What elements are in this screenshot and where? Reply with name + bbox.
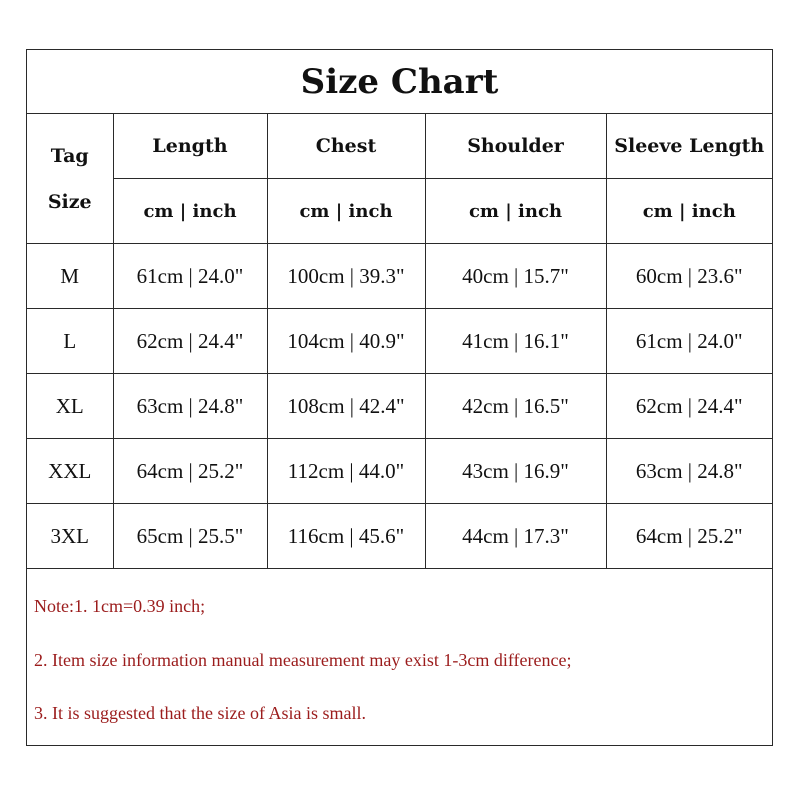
length-cell: 61cm | 24.0"	[113, 244, 267, 309]
chest-cell: 108cm | 42.4"	[267, 374, 425, 439]
size-cell: XL	[27, 374, 113, 439]
size-cell: M	[27, 244, 113, 309]
size-table	[27, 114, 772, 569]
length-cell: 64cm | 25.2"	[113, 439, 267, 504]
chest-cell: 104cm | 40.9"	[267, 309, 425, 374]
size-cell: XXL	[27, 439, 113, 504]
sleeve-length-cell: 64cm | 25.2"	[606, 504, 772, 569]
size-cell: L	[27, 309, 113, 374]
shoulder-cell: 44cm | 17.3"	[425, 504, 606, 569]
shoulder-cell: 41cm | 16.1"	[425, 309, 606, 374]
column-header-shoulder: Shoulder	[425, 114, 606, 179]
column-header-sleeve-length: Sleeve Length	[606, 114, 772, 179]
sleeve-length-cell: 62cm | 24.4"	[606, 374, 772, 439]
table-row	[27, 244, 772, 309]
table-row	[27, 504, 772, 569]
unit-label: cm | inch	[267, 179, 425, 244]
chest-cell: 100cm | 39.3"	[267, 244, 425, 309]
note-3: 3. It is suggested that the size of Asia is small.	[34, 703, 366, 723]
header-row	[27, 114, 772, 179]
sleeve-length-cell: 63cm | 24.8"	[606, 439, 772, 504]
shoulder-cell: 43cm | 16.9"	[425, 439, 606, 504]
chest-cell: 112cm | 44.0"	[267, 439, 425, 504]
unit-row	[27, 179, 772, 244]
column-header-chest: Chest	[267, 114, 425, 179]
length-cell: 63cm | 24.8"	[113, 374, 267, 439]
sleeve-length-cell: 60cm | 23.6"	[606, 244, 772, 309]
column-header-length: Length	[113, 114, 267, 179]
sleeve-length-cell: 61cm | 24.0"	[606, 309, 772, 374]
shoulder-cell: 40cm | 15.7"	[425, 244, 606, 309]
chart-title: Size Chart	[27, 50, 772, 114]
size-cell: 3XL	[27, 504, 113, 569]
size-label: Size	[47, 190, 92, 213]
tag-size-header	[27, 114, 113, 244]
shoulder-cell: 42cm | 16.5"	[425, 374, 606, 439]
length-cell: 62cm | 24.4"	[113, 309, 267, 374]
note-1: Note:1. 1cm=0.39 inch;	[34, 596, 206, 616]
table-row	[27, 439, 772, 504]
unit-label: cm | inch	[606, 179, 772, 244]
unit-label: cm | inch	[425, 179, 606, 244]
table-row	[27, 309, 772, 374]
size-chart-frame	[26, 49, 773, 746]
note-2: 2. Item size information manual measurement may exist 1-3cm difference;	[34, 650, 572, 670]
length-cell: 65cm | 25.5"	[113, 504, 267, 569]
unit-label: cm | inch	[113, 179, 267, 244]
tag-label: Tag	[50, 144, 89, 167]
table-row	[27, 374, 772, 439]
chest-cell: 116cm | 45.6"	[267, 504, 425, 569]
